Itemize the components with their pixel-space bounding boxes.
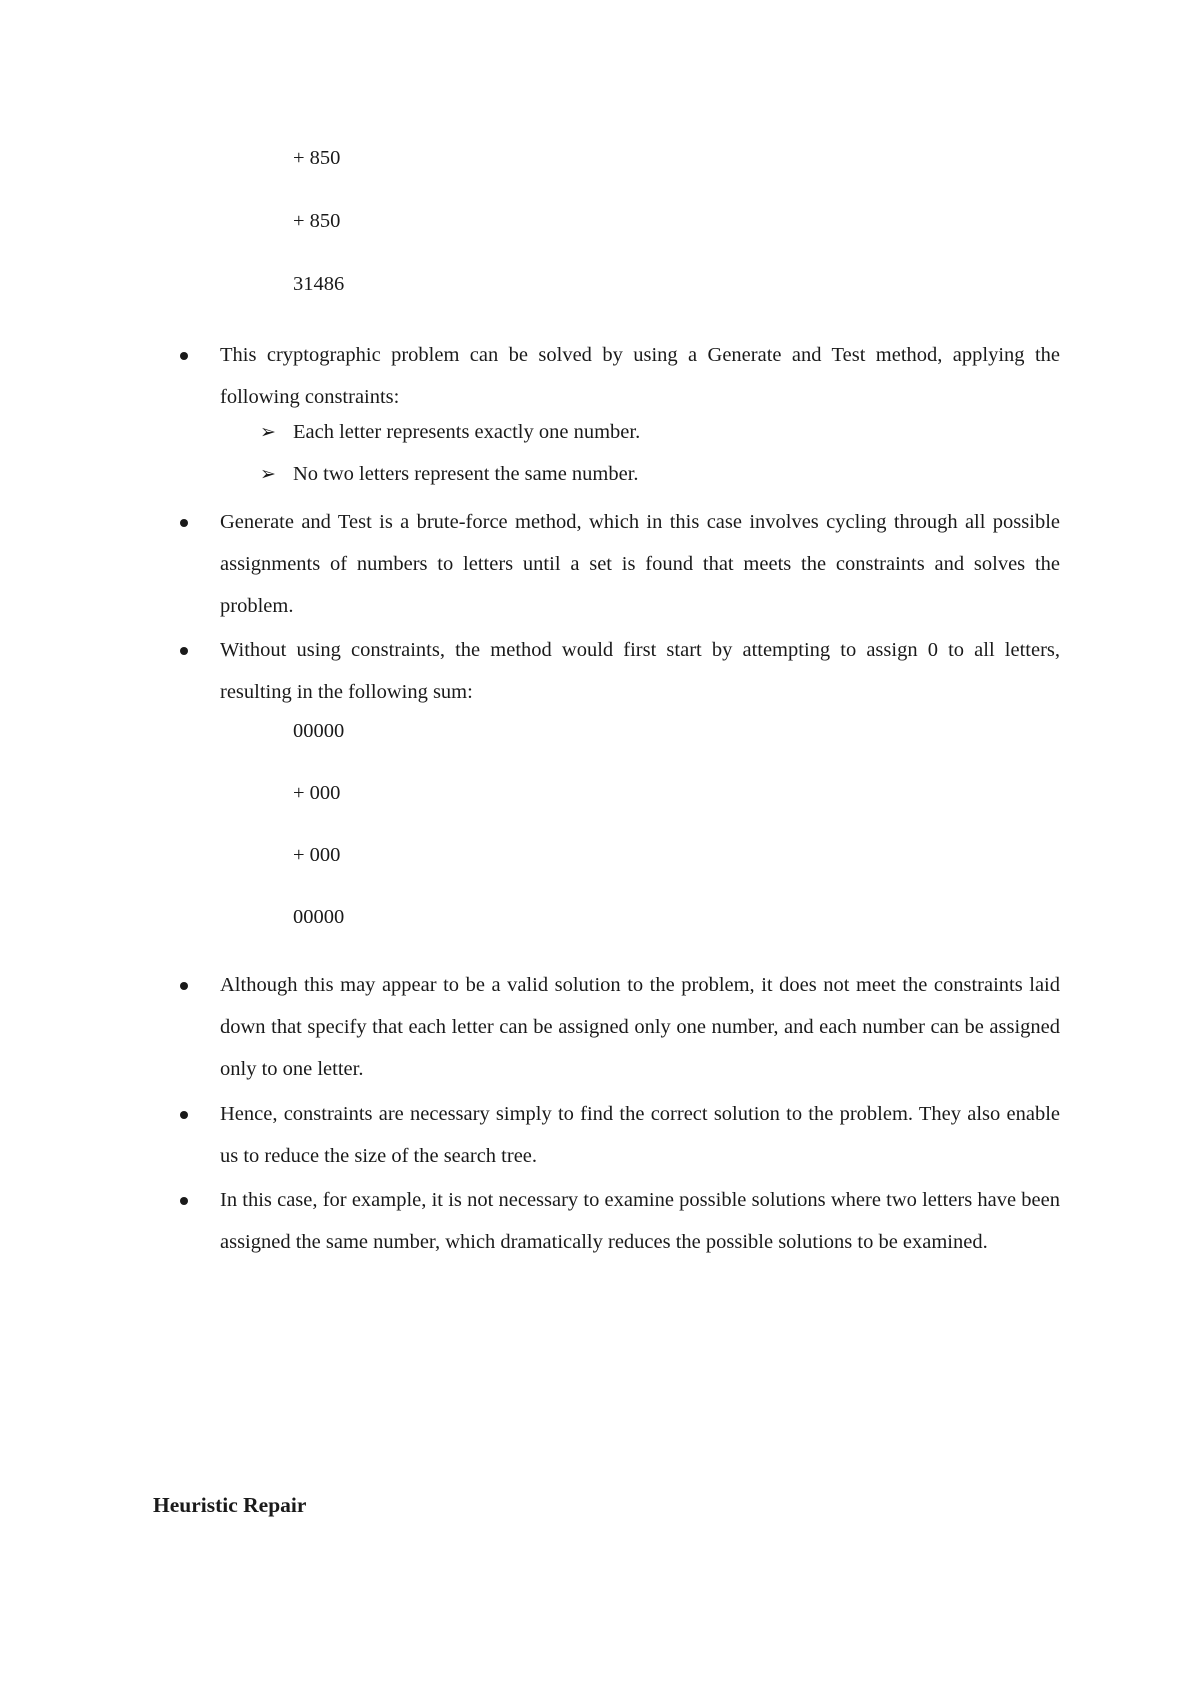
sum-line: 31486 <box>293 273 345 295</box>
bullet-icon <box>180 519 188 527</box>
arrow-bullet-icon: ➢ <box>260 422 276 443</box>
bullet-text: Generate and Test is a brute-force method, which in this case involves cycling through all possible assignments of numbers to letters until a set is found that meets the constraints and solves the problem. <box>220 511 1060 617</box>
sub-item-text: No two letters represent the same number. <box>293 463 639 485</box>
section-heading: Heuristic Repair <box>153 1493 307 1517</box>
bullet-icon <box>180 352 188 360</box>
bullet-text: Without using constraints, the method would first start by attempting to assign 0 to all letters, resulting in the following sum: <box>220 639 1060 703</box>
bullet-icon <box>180 982 188 990</box>
bullet-text: This cryptographic problem can be solved by using a Generate and Test method, applying the following constraints: <box>220 344 1060 408</box>
sum-line: 00000 <box>293 906 345 928</box>
bullet-text: In this case, for example, it is not necessary to examine possible solutions where two letters have been assigned the same number, which dramatically reduces the possible solutions to be examined. <box>220 1189 1060 1253</box>
sub-list-item <box>260 420 640 445</box>
bullet-text: Hence, constraints are necessary simply to find the correct solution to the problem. They also enable us to reduce the size of the search tree. <box>220 1103 1060 1167</box>
bullet-icon <box>180 647 188 655</box>
sum-line: 00000 <box>293 720 345 742</box>
sub-list-item <box>260 462 639 487</box>
bullet-icon <box>180 1111 188 1119</box>
arrow-bullet-icon: ➢ <box>260 464 276 485</box>
sum-line: + 000 <box>293 844 341 866</box>
sum-line: + 850 <box>293 210 341 232</box>
sum-line: + 850 <box>293 147 341 169</box>
sum-line: + 000 <box>293 782 341 804</box>
bullet-icon <box>180 1197 188 1205</box>
bullet-text: Although this may appear to be a valid solution to the problem, it does not meet the constraints laid down that specify that each letter can be assigned only one number, and each number can be assigned only to one letter. <box>220 974 1060 1080</box>
sub-item-text: Each letter represents exactly one number. <box>293 421 641 443</box>
